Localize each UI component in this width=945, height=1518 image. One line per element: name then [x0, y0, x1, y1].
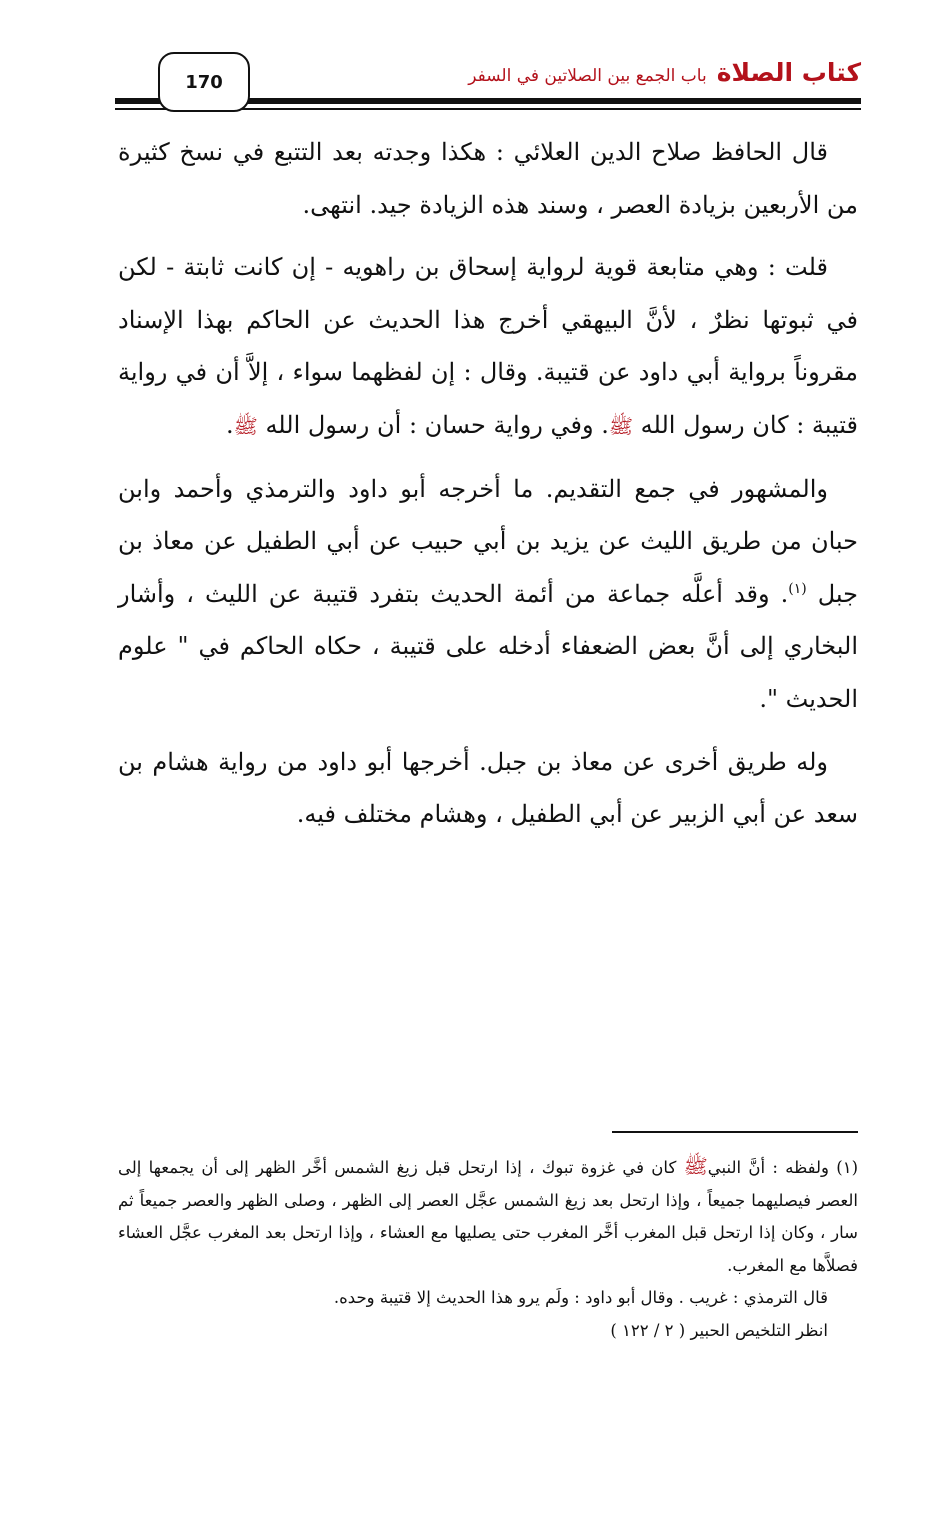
footnote-text: ولفظه : أنَّ النبي — [707, 1158, 829, 1177]
paragraph-text: . — [225, 410, 234, 439]
paragraph-text: والمشهور في جمع التقديم. ما أخرجه أبو داود والترمذي وأحمد وابن حبان من طريق الليث عن يزيد بن أبي حبيب عن أبي الطفيل عن معاذ بن جبل — [118, 474, 858, 608]
book-title: كتاب الصلاة — [716, 58, 861, 87]
paragraph-text: قلت : وهي متابعة قوية لرواية إسحاق بن راهويه - إن كانت ثابتة - لكن في ثبوتها نظرٌ ، لأنَّ البيهقي أخرج هذا الحديث عن الحاكم بهذا الإسناد مقروناً برواية أبي داود عن قتيبة. وقال : إن لفظهما سواء ، إلاَّ أن في رواية قتيبة : كان رسول الله — [118, 253, 858, 439]
paragraph-alai-quote: قال الحافظ صلاح الدين العلائي : هكذا وجدته بعد التتبع في نسخ كثيرة من الأربعين بزيادة العصر ، وسند هذه الزيادة جيد. انتهى. — [118, 138, 858, 219]
paragraph-taqdim — [118, 463, 858, 726]
paragraph-other-route: وله طريق أخرى عن معاذ بن جبل. أخرجها أبو داود من رواية هشام بن سعد عن أبي الزبير عن أبي الطفيل ، وهشام مختلف فيه. — [118, 747, 858, 829]
salawat-glyph: ﷺ — [608, 413, 633, 438]
footnote-source-reference: انظر التلخيص الحبير ( ٢ / ١٢٢ ) — [610, 1320, 828, 1340]
footnote-reference[interactable]: (١) — [788, 580, 807, 597]
footnotes — [118, 1150, 858, 1347]
salawat-glyph: ﷺ — [233, 413, 258, 438]
footnote-1 — [118, 1150, 858, 1282]
page-number: 170 — [158, 52, 250, 112]
paragraph-text: . وقد أعلَّه جماعة من أئمة الحديث بتفرد قتيبة عن الليث ، وأشار البخاري إلى أنَّ بعض الضعفاء أدخله على قتيبة ، حكاه الحاكم في " علوم الحديث ". — [118, 579, 858, 713]
footnote-text: كان في غزوة تبوك ، إذا ارتحل قبل زيغ الشمس أخَّر الظهر إلى أن يجمعها إلى العصر فيصليهما جميعاً ، وإذا ارتحل بعد زيغ الشمس عجَّل العصر إلى الظهر ، وصلى الظهر والعصر جميعاً ثم سار ، وكان إذا ارتحل قبل المغرب أخَّر المغرب حتى يصليها مع العشاء ، وإذا ارتحل بعد المغرب عجَّل العشاء فصلاَّها مع المغرب. — [118, 1158, 858, 1275]
chapter-title: باب الجمع بين الصلاتين في السفر — [468, 66, 707, 86]
running-header — [468, 58, 861, 87]
footnote-tirmidhi-line: قال الترمذي : غريب . وقال أبو داود : ولَم يرو هذا الحديث إلا قتيبة وحده. — [333, 1288, 828, 1307]
main-text — [118, 126, 858, 851]
page-header — [0, 0, 945, 120]
paragraph-ishaq-narration — [118, 241, 858, 452]
footnote-separator — [612, 1131, 858, 1133]
footnote-number: (١) — [836, 1158, 859, 1177]
paragraph-text: . وفي رواية حسان : أن رسول الله — [265, 410, 609, 439]
salawat-glyph: ﷺ — [683, 1154, 708, 1178]
